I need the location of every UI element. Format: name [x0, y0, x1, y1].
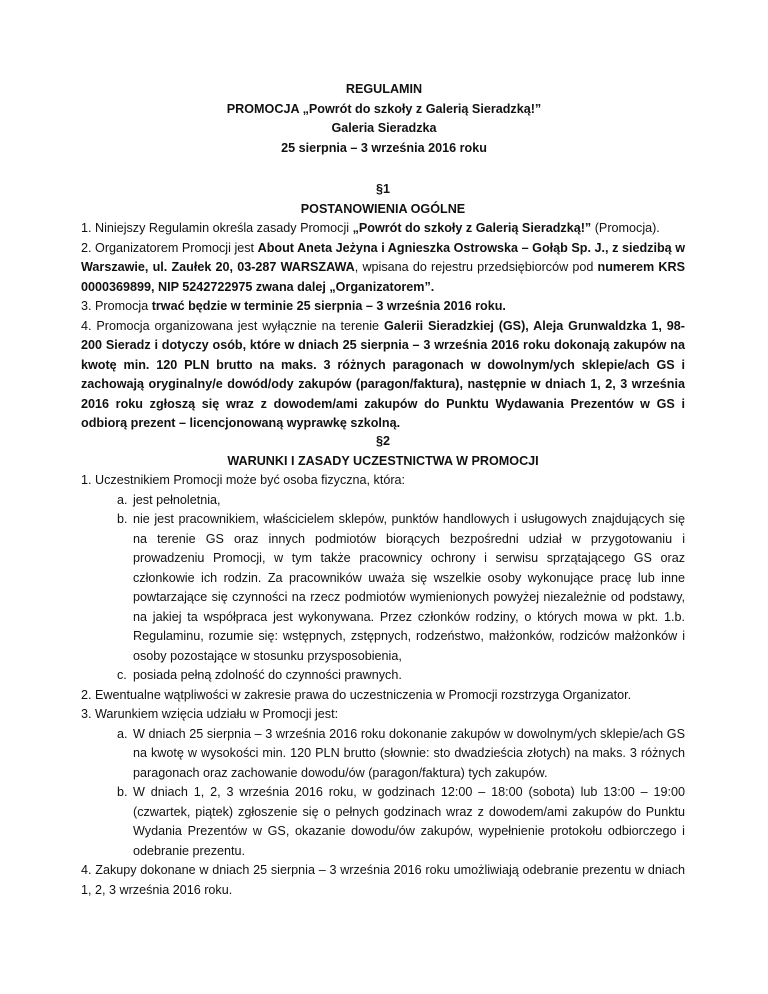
sub-item-text: W dniach 25 sierpnia – 3 września 2016 roku dokonanie zakupów w dowolnym/ych sklepie/ach GS na kwotę w wysokości min. 120 PLN brutto (słownie: sto dwadzieścia złotych) na maks. 3 różnych paragonach oraz zachowanie dowodu/ów (paragon/faktura) tych zakupów.	[133, 726, 685, 780]
document-header	[0, 80, 768, 158]
sub-item-label: a.	[117, 726, 128, 741]
sub-item-b	[81, 783, 685, 861]
promotion-dates: 25 sierpnia – 3 września 2016 roku	[281, 140, 487, 155]
paragraph-bold-text: trwać będzie w terminie 25 sierpnia – 3 września 2016 roku.	[151, 299, 506, 313]
sub-item-text: nie jest pracownikiem, właścicielem sklepów, punktów handlowych i usługowych znajdujących się na terenie GS oraz innych podmiotów biorących bezpośredni udział w przygotowaniu i prowadzeniu Promocji, w tym także pracownicy ochrony i serwisu sprzątającego GS oraz członkowie ich rodzin. Za pracowników uważa się wszelkie osoby wykonujące pracę lub inne powtarzające się czynności na rzecz podmiotów wymienionych powyżej niezależnie od podstawy, na jakiej ta współpraca jest wykonywana. Przez członków rodziny, o których mowa w pkt. 1.b. Regulaminu, rozumie się: wstępnych, zstępnych, rodzeństwo, małżonków, rodziców małżonków i osoby pozostające w stosunku przysposobienia,	[133, 512, 685, 663]
sub-item-b	[81, 510, 685, 666]
section-1-number: §1	[375, 182, 390, 196]
paragraph-text: 2. Organizatorem Promocji jest	[81, 240, 258, 255]
sub-item-a	[81, 725, 685, 784]
section-2-item-1	[81, 471, 685, 686]
sub-item-text: posiada pełną zdolność do czynności prawnych.	[133, 668, 402, 682]
sub-item-c	[81, 666, 685, 686]
paragraph-bold-text: numerem KRS 0000369899, NIP 5242722975 zwana dalej „Organizatorem”.	[81, 260, 686, 294]
sub-item-label: a.	[117, 492, 128, 507]
section-1-paragraph-3	[81, 297, 685, 317]
sub-item-label: b.	[117, 785, 128, 799]
section-1-paragraph-1	[81, 219, 685, 239]
paragraph-text: 1. Niniejszy Regulamin określa zasady Promocji	[81, 221, 353, 235]
paragraph-bold-text: „Powrót do szkoły z Galerią Sieradzką!”	[352, 221, 592, 235]
sub-item-a	[81, 491, 685, 511]
section-1	[81, 180, 685, 434]
paragraph-text: 4. Promocja organizowana jest wyłącznie na terenie	[81, 318, 384, 333]
section-2-item-4: 4. Zakupy dokonane w dniach 25 sierpnia – 3 września 2016 roku umożliwiają odebranie prezentu w dniach 1, 2, 3 września 2016 roku.	[81, 863, 685, 897]
sub-item-text: jest pełnoletnia,	[133, 492, 221, 507]
section-1-paragraph-2	[81, 239, 685, 298]
section-2-item-3	[81, 705, 685, 861]
section-2	[81, 432, 685, 900]
sub-item-label: c.	[117, 668, 127, 682]
section-1-paragraph-4	[81, 317, 685, 434]
paragraph-text: 3. Promocja	[81, 299, 152, 313]
document-title: REGULAMIN	[345, 82, 423, 96]
sub-item-text: W dniach 1, 2, 3 września 2016 roku, w godzinach 12:00 – 18:00 (sobota) lub 13:00 – 19:00 (czwartek, piątek) zgłoszenie się o pełnych godzinach wraz z dowodem/ami zakupów do Punktu Wydania Prezentów w GS, okazanie dowodu/ów zakupów, wypełnienie protokołu odbiorczego i odebranie prezentu.	[133, 785, 685, 858]
paragraph-text: (Promocja).	[591, 221, 660, 235]
item-text: 1. Uczestnikiem Promocji może być osoba fizyczna, która:	[81, 473, 406, 487]
promotion-name: PROMOCJA „Powrót do szkoły z Galerią Sieradzką!”	[226, 101, 542, 116]
section-1-title: POSTANOWIENIA OGÓLNE	[300, 201, 466, 216]
item-text: 3. Warunkiem wzięcia udziału w Promocji jest:	[81, 707, 339, 721]
paragraph-text: , wpisana do rejestru przedsiębiorców pod	[354, 260, 598, 274]
paragraph-bold-text: Galerii Sieradzkiej (GS), Aleja Grunwaldzka 1, 98-200 Sieradz i dotyczy osób, które w dniach 25 sierpnia – 3 września 2016 roku dokonają zakupów na kwotę min. 120 PLN brutto na maks. 3 różnych paragonach w dowolnym/ych sklepie/ach GS i zachowają oryginalny/e dowód/ody zakupów (paragon/faktura), następnie w dniach 1, 2, 3 września 2016 roku zgłoszą się wraz z dowodem/ami zakupów do Punktu Wydawania Prezentów w GS i odbiorą prezent – licencjonowaną wyprawkę szkolną.	[81, 318, 685, 430]
paragraph-bold-text: About Aneta Jeżyna i Agnieszka Ostrowska – Gołąb Sp. J., z siedzibą w Warszawie, ul. Zaułek 20, 03-287 WARSZAWA	[81, 240, 686, 274]
venue-name: Galeria Sieradzka	[331, 121, 437, 135]
section-2-item-2: 2. Ewentualne wątpliwości w zakresie prawa do uczestniczenia w Promocji rozstrzyga Organizator.	[81, 687, 632, 702]
sub-item-label: b.	[117, 512, 128, 526]
section-2-number: §2	[375, 434, 390, 448]
section-2-title: WARUNKI I ZASADY UCZESTNICTWA W PROMOCJI	[227, 453, 539, 468]
